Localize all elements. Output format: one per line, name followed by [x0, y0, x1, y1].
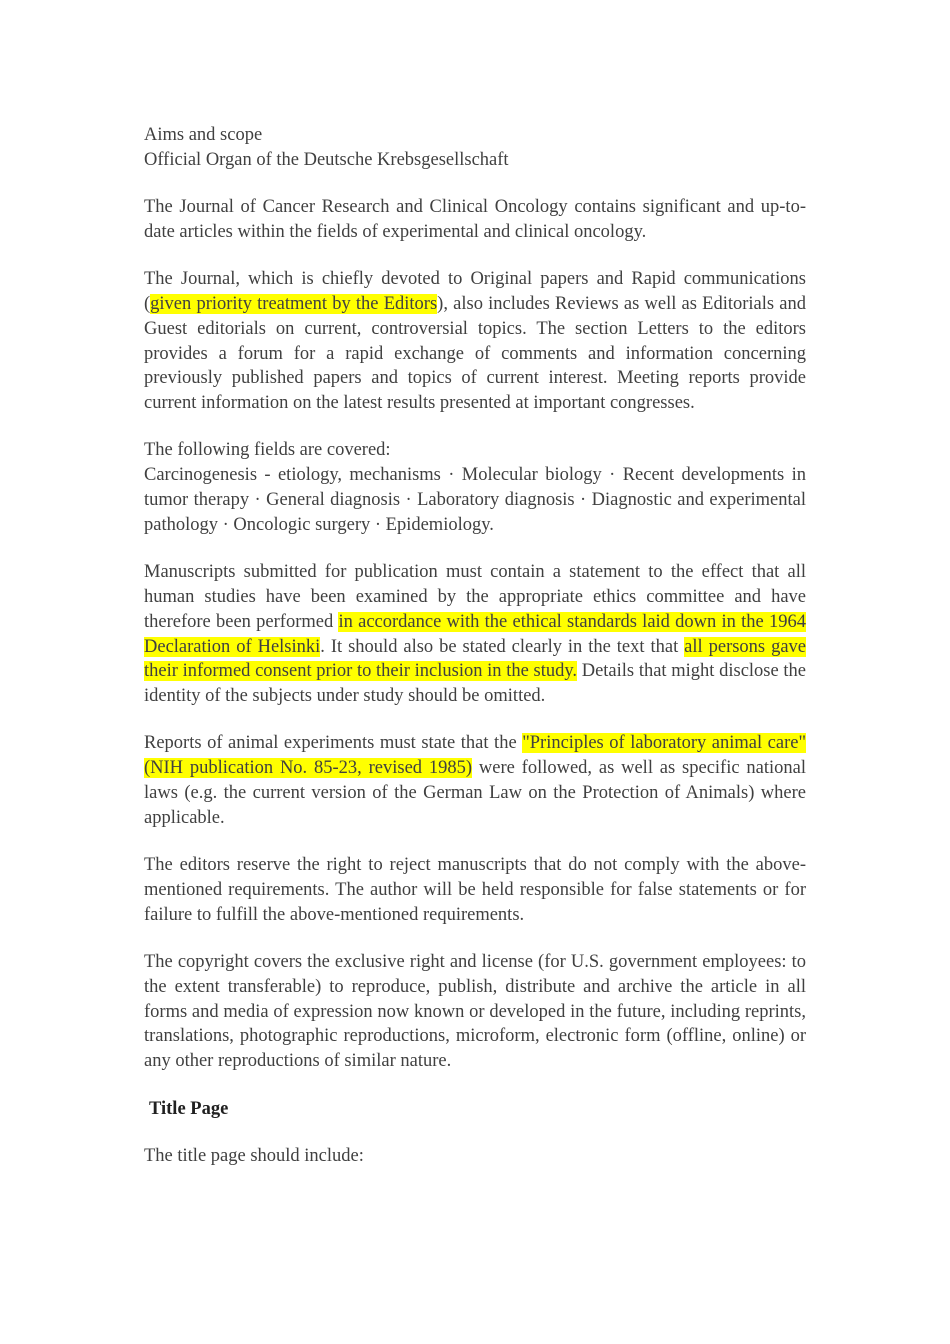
- section-title: Aims and scope: [144, 125, 263, 145]
- consent-highlight: all persons gave their informed consent prior to their inclusion in the study.: [144, 636, 806, 682]
- spacer: [144, 1121, 806, 1144]
- spacer: [144, 245, 806, 268]
- spacer: [144, 831, 806, 854]
- journal-highlight: given priority treatment by the Editors: [150, 293, 438, 314]
- manuscripts-paragraph: [144, 560, 806, 709]
- journal-paragraph: [144, 267, 806, 416]
- journal-text-post: ), also includes Reviews as well as Editorials and Guest editorials on current, controversial topics. The section Letters to the editors provides a forum for a rapid exchange of comments and information concerning previously published papers and topics of current interest. Meeting reports provide current information on the latest results presented at important congresses.: [144, 293, 806, 414]
- helsinki-highlight: in accordance with the ethical standards laid down in the 1964 Declaration of Helsinki: [144, 611, 806, 657]
- journal-text-pre: The Journal, which is chiefly devoted to Original papers and Rapid communications (: [144, 269, 806, 314]
- fields-label: The following fields are covered:: [144, 440, 391, 461]
- nih-highlight: "Principles of laboratory animal care" (NIH publication No. 85-23, revised 1985): [144, 733, 806, 779]
- document-page: [144, 123, 806, 1169]
- spacer: [144, 538, 806, 561]
- spacer: [144, 416, 806, 439]
- manuscripts-text-3: Details that might disclose the identity of the subjects under study should be omitted.: [144, 661, 806, 707]
- title-page-text: The title page should include:: [144, 1145, 364, 1166]
- copyright-paragraph: The copyright covers the exclusive right and license (for U.S. government employees: to the extent transferable) to reproduce, publish, distribute and archive the article in all forms and media of expression now known or developed in the future, including reprints, translations, photographic reproductions, microform, electronic form (offline, online) or any other reproductions of similar nature.: [144, 952, 806, 1072]
- spacer: [144, 173, 806, 196]
- fields-list: Carcinogenesis - etiology, mechanisms · Molecular biology · Recent developments in tumor therapy · General diagnosis · Laboratory diagnosis · Diagnostic and experimental pathology · Oncologic surgery · Epidemiology.: [144, 465, 806, 535]
- intro-paragraph: The Journal of Cancer Research and Clinical Oncology contains significant and up-to-date articles within the fields of experimental and clinical oncology.: [144, 197, 806, 242]
- editors-paragraph: The editors reserve the right to reject manuscripts that do not comply with the above-mentioned requirements. The author will be held responsible for false statements or for failure to fulfill the above-mentioned requirements.: [144, 855, 806, 925]
- manuscripts-text-2: . It should also be stated clearly in the text that: [320, 636, 685, 657]
- manuscripts-text-1: Manuscripts submitted for publication must contain a statement to the effect that all human studies have been examined by the appropriate ethics committee and have therefore been performed: [144, 562, 806, 632]
- spacer: [144, 928, 806, 951]
- animal-paragraph: [144, 731, 806, 830]
- animal-text-post: were followed, as well as specific national laws (e.g. the current version of the German Law on the Protection of Animals) where applicable.: [144, 758, 806, 828]
- spacer: [144, 709, 806, 732]
- title-page-heading: Title Page: [149, 1098, 229, 1119]
- section-subtitle: Official Organ of the Deutsche Krebsgesellschaft: [144, 149, 509, 170]
- animal-text-pre: Reports of animal experiments must state that the: [144, 733, 523, 754]
- spacer: [144, 1074, 806, 1097]
